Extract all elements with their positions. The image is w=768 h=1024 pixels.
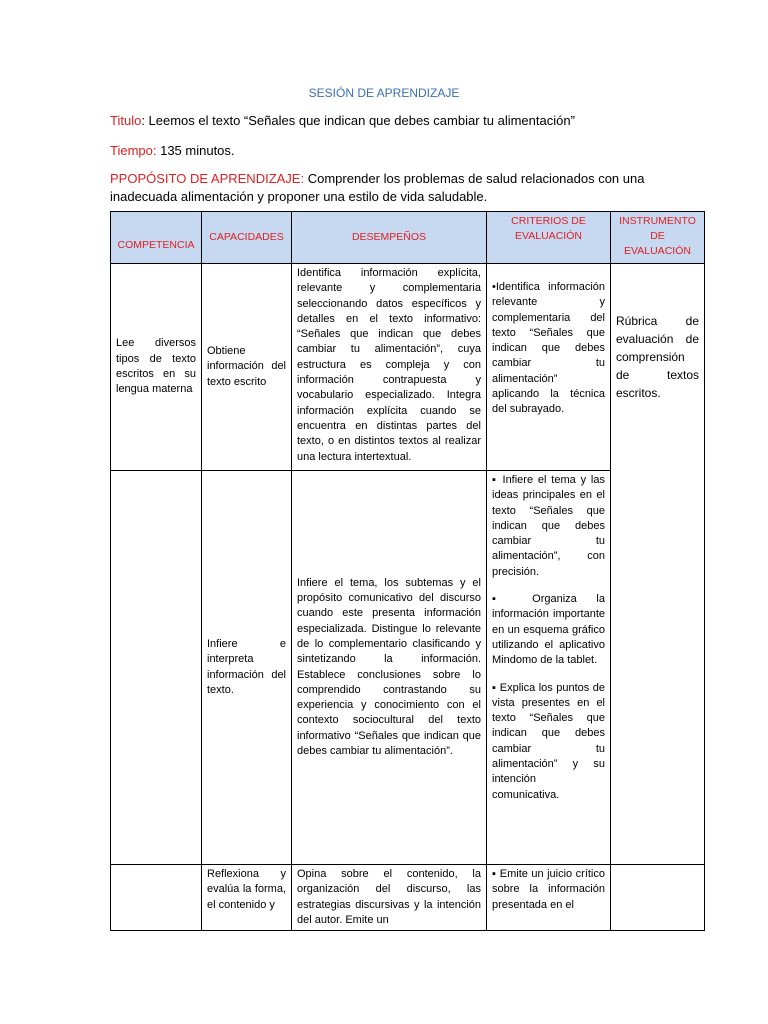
performance-cell: Opina sobre el contenido, la organización del discurso, las estrategias discursivas y la intención del autor. Emite un <box>292 865 487 931</box>
competency-cell-empty <box>111 865 202 931</box>
criteria-cell <box>487 471 611 865</box>
header-capacities: CAPACIDADES <box>202 212 292 264</box>
purpose-label: PPOPÓSITO DE APRENDIZAJE: <box>110 171 305 186</box>
performance-cell: Infiere el tema, los subtemas y el propósito comunicativo del discurso cuando este presenta información especializada. Distingue lo relevante de lo complementario clasificando y sintetizando la información. Establece conclusiones sobre lo comprendido contrastando su experiencia y conocimiento con el contexto sociocultural del texto informativo “Señales que indican que debes cambiar tu alimentación”. <box>292 471 487 865</box>
title-label: Titulo <box>110 113 142 128</box>
time-line <box>110 143 235 158</box>
capacity-cell: Infiere e interpreta información del texto. <box>202 471 292 865</box>
instrument-cell-empty <box>611 865 705 931</box>
criteria-cell: ▪ Emite un juicio crítico sobre la información presentada en el <box>487 865 611 931</box>
competency-cell: Lee diversos tipos de texto escritos en su lengua materna <box>111 264 202 471</box>
table-header-row <box>111 212 705 264</box>
header-instrument: INSTRUMENTO DE EVALUACIÓN <box>611 212 705 264</box>
table-row <box>111 264 705 471</box>
title-value: : Leemos el texto “Señales que indican que debes cambiar tu alimentación” <box>141 113 575 128</box>
purpose-value: Comprender los problemas de salud relacionados con una inadecuada alimentación y proponer una estilo de vida saludable. <box>110 171 645 204</box>
header-competency: COMPETENCIA <box>111 212 202 264</box>
performance-cell: Identifica información explícita, relevante y complementaria seleccionando datos específicos y detalles en el texto informativo: “Señales que indican que debes cambiar tu alimentación”, cuya estructura es compleja y con información contrapuesta y vocabulario especializado. Integra información explícita cuando se encuentra en distintas partes del texto, o en distintos textos al realizar una lectura intertextual. <box>292 264 487 471</box>
table-row <box>111 865 705 931</box>
capacity-cell: Obtiene información del texto escrito <box>202 264 292 471</box>
learning-table <box>110 211 705 931</box>
session-title: SESIÓN DE APRENDIZAJE <box>308 86 460 100</box>
criteria-item: ▪ Organiza la información importante en un esquema gráfico utilizando el aplicativo Mindomo de la tablet. <box>492 593 605 667</box>
competency-cell-empty <box>111 471 202 865</box>
capacity-cell: Reflexiona y evalúa la forma, el contenido y <box>202 865 292 931</box>
purpose-line <box>110 170 695 206</box>
criteria-cell: •Identifica información relevante y complementaria del texto “Señales que indican que debes cambiar tu alimentación” aplicando la técnica del subrayado. <box>487 264 611 471</box>
header-performances: DESEMPEÑOS <box>292 212 487 264</box>
time-label: Tiempo: <box>110 143 157 158</box>
instrument-text: Rúbrica de evaluación de comprensión de textos escritos. <box>616 314 699 400</box>
title-line <box>110 113 575 128</box>
header-criteria: CRITERIOS DE EVALUACIÓN <box>487 212 611 264</box>
instrument-cell <box>611 264 705 865</box>
time-value: 135 minutos. <box>156 143 235 158</box>
criteria-item: ▪ Explica los puntos de vista presentes en el texto “Señales que indican que debes cambiar tu alimentación” y su intención comunicativa. <box>492 681 605 801</box>
criteria-item: ▪ Infiere el tema y las ideas principales en el texto “Señales que indican que debes cambiar tu alimentación”, con precisión. <box>492 474 605 578</box>
